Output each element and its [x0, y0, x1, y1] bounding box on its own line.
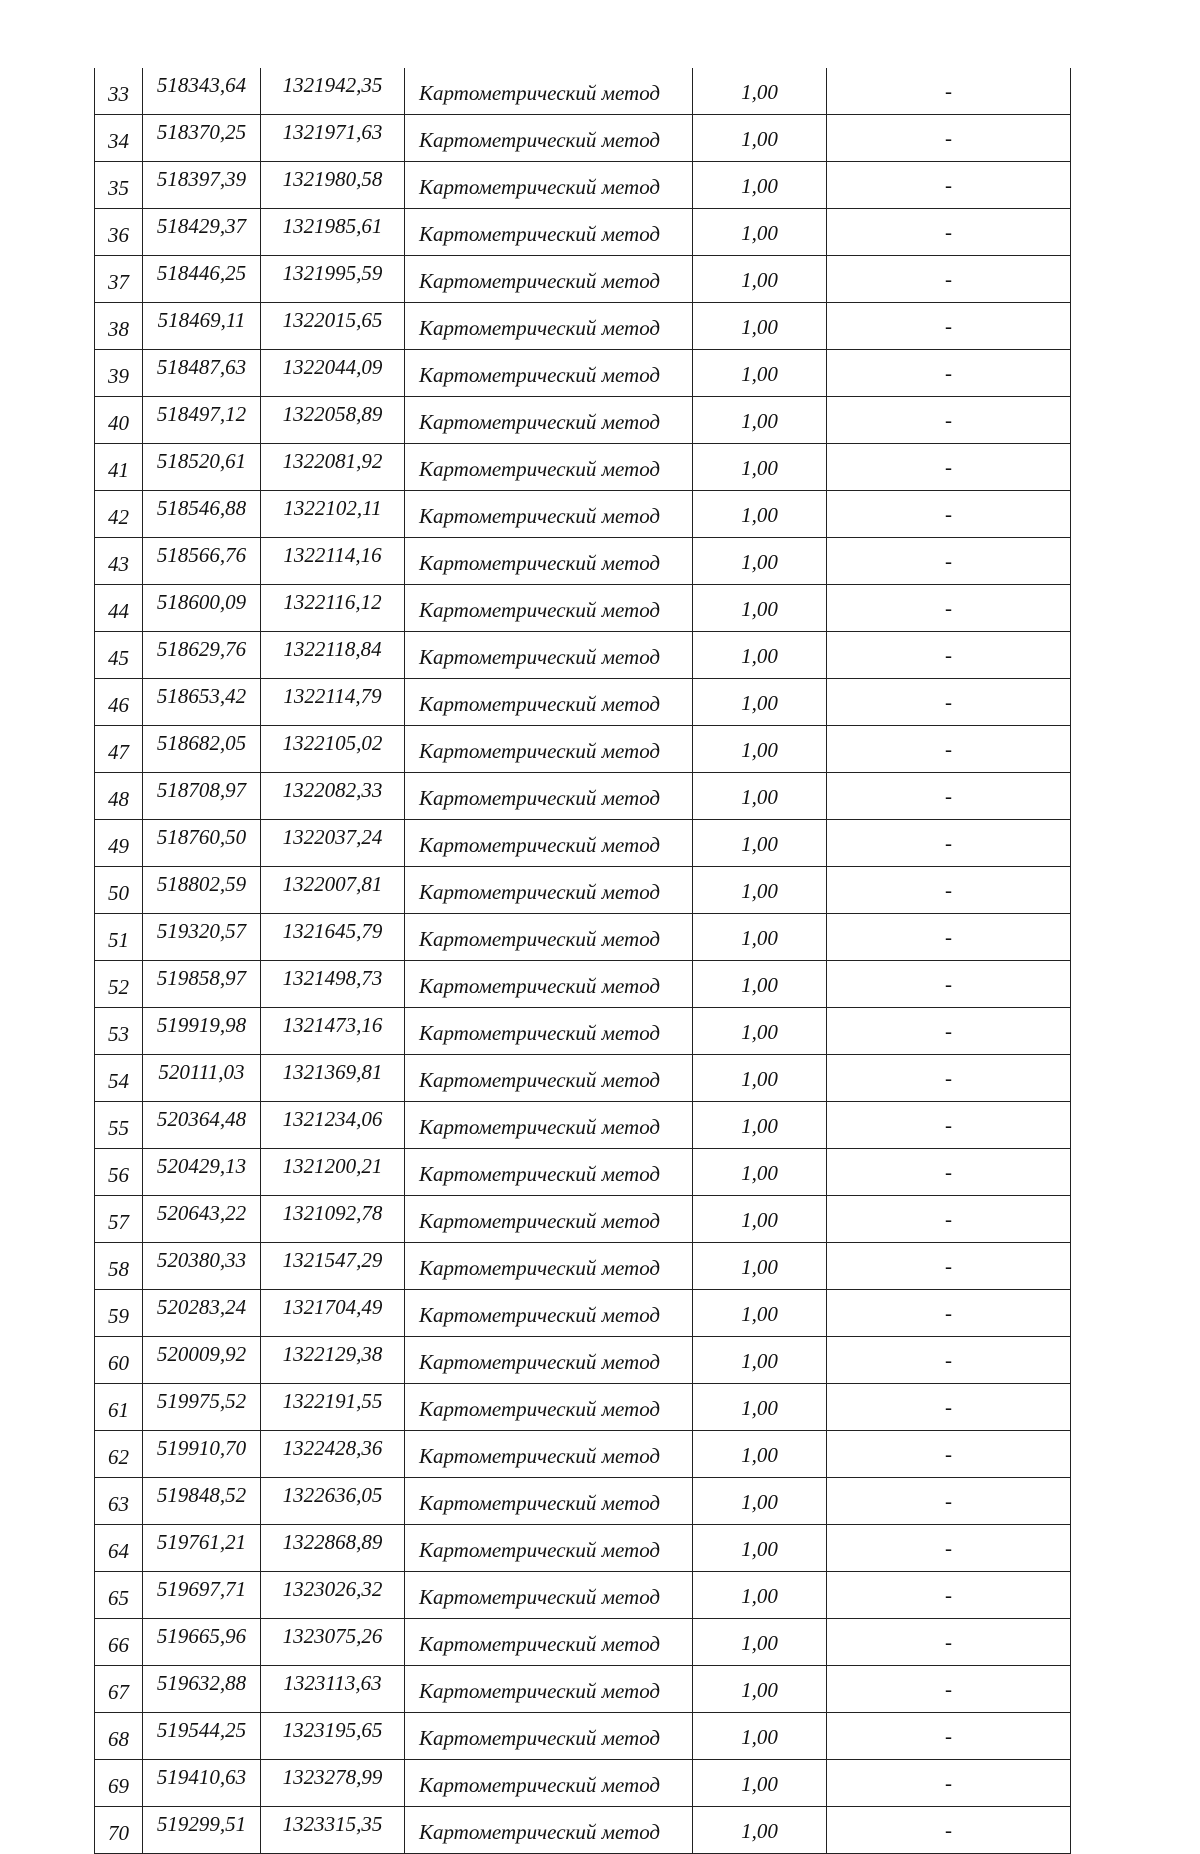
table-row — [95, 209, 1071, 256]
description-cell: - — [827, 914, 1071, 961]
table-row — [95, 632, 1071, 679]
y-coordinate-cell: 1322044,09 — [261, 350, 405, 397]
method-cell: Картометрический метод — [405, 867, 693, 914]
table-row — [95, 303, 1071, 350]
y-coordinate-cell: 1322058,89 — [261, 397, 405, 444]
x-coordinate-cell: 519299,51 — [143, 1807, 261, 1854]
method-cell: Картометрический метод — [405, 1008, 693, 1055]
table-row — [95, 679, 1071, 726]
description-cell: - — [827, 1807, 1071, 1854]
method-cell: Картометрический метод — [405, 679, 693, 726]
method-cell: Картометрический метод — [405, 1572, 693, 1619]
accuracy-cell: 1,00 — [693, 820, 827, 867]
accuracy-cell: 1,00 — [693, 1102, 827, 1149]
x-coordinate-cell: 519761,21 — [143, 1525, 261, 1572]
x-coordinate-cell: 518566,76 — [143, 538, 261, 585]
x-coordinate-cell: 519410,63 — [143, 1760, 261, 1807]
y-coordinate-cell: 1321645,79 — [261, 914, 405, 961]
description-cell: - — [827, 1666, 1071, 1713]
method-cell: Картометрический метод — [405, 303, 693, 350]
accuracy-cell: 1,00 — [693, 1713, 827, 1760]
point-number-cell: 50 — [95, 867, 143, 914]
y-coordinate-cell: 1323195,65 — [261, 1713, 405, 1760]
accuracy-cell: 1,00 — [693, 1525, 827, 1572]
description-cell: - — [827, 867, 1071, 914]
accuracy-cell: 1,00 — [693, 679, 827, 726]
x-coordinate-cell: 519910,70 — [143, 1431, 261, 1478]
accuracy-cell: 1,00 — [693, 538, 827, 585]
point-number-cell: 42 — [95, 491, 143, 538]
point-number-cell: 52 — [95, 961, 143, 1008]
table-row — [95, 1760, 1071, 1807]
accuracy-cell: 1,00 — [693, 1431, 827, 1478]
accuracy-cell: 1,00 — [693, 961, 827, 1008]
method-cell: Картометрический метод — [405, 209, 693, 256]
accuracy-cell: 1,00 — [693, 256, 827, 303]
description-cell: - — [827, 162, 1071, 209]
method-cell: Картометрический метод — [405, 632, 693, 679]
point-number-cell: 55 — [95, 1102, 143, 1149]
x-coordinate-cell: 519858,97 — [143, 961, 261, 1008]
method-cell: Картометрический метод — [405, 1619, 693, 1666]
x-coordinate-cell: 519665,96 — [143, 1619, 261, 1666]
table-row — [95, 867, 1071, 914]
x-coordinate-cell: 518487,63 — [143, 350, 261, 397]
x-coordinate-cell: 519544,25 — [143, 1713, 261, 1760]
y-coordinate-cell: 1322015,65 — [261, 303, 405, 350]
point-number-cell: 62 — [95, 1431, 143, 1478]
method-cell: Картометрический метод — [405, 1243, 693, 1290]
y-coordinate-cell: 1321200,21 — [261, 1149, 405, 1196]
accuracy-cell: 1,00 — [693, 209, 827, 256]
point-number-cell: 64 — [95, 1525, 143, 1572]
table-row — [95, 256, 1071, 303]
description-cell: - — [827, 632, 1071, 679]
accuracy-cell: 1,00 — [693, 867, 827, 914]
description-cell: - — [827, 303, 1071, 350]
x-coordinate-cell: 518802,59 — [143, 867, 261, 914]
point-number-cell: 68 — [95, 1713, 143, 1760]
y-coordinate-cell: 1322116,12 — [261, 585, 405, 632]
y-coordinate-cell: 1323075,26 — [261, 1619, 405, 1666]
table-row — [95, 820, 1071, 867]
method-cell: Картометрический метод — [405, 491, 693, 538]
coordinates-table-body — [95, 68, 1071, 1854]
point-number-cell: 40 — [95, 397, 143, 444]
point-number-cell: 67 — [95, 1666, 143, 1713]
y-coordinate-cell: 1321995,59 — [261, 256, 405, 303]
point-number-cell: 57 — [95, 1196, 143, 1243]
table-row — [95, 350, 1071, 397]
x-coordinate-cell: 518370,25 — [143, 115, 261, 162]
table-row — [95, 1008, 1071, 1055]
x-coordinate-cell: 518343,64 — [143, 68, 261, 115]
y-coordinate-cell: 1321980,58 — [261, 162, 405, 209]
description-cell: - — [827, 1619, 1071, 1666]
table-row — [95, 1337, 1071, 1384]
description-cell: - — [827, 820, 1071, 867]
accuracy-cell: 1,00 — [693, 68, 827, 115]
description-cell: - — [827, 1102, 1071, 1149]
x-coordinate-cell: 519919,98 — [143, 1008, 261, 1055]
table-row — [95, 1525, 1071, 1572]
x-coordinate-cell: 518397,39 — [143, 162, 261, 209]
y-coordinate-cell: 1322082,33 — [261, 773, 405, 820]
description-cell: - — [827, 1384, 1071, 1431]
description-cell: - — [827, 1431, 1071, 1478]
y-coordinate-cell: 1322105,02 — [261, 726, 405, 773]
table-row — [95, 162, 1071, 209]
accuracy-cell: 1,00 — [693, 632, 827, 679]
description-cell: - — [827, 585, 1071, 632]
accuracy-cell: 1,00 — [693, 585, 827, 632]
accuracy-cell: 1,00 — [693, 773, 827, 820]
method-cell: Картометрический метод — [405, 1478, 693, 1525]
x-coordinate-cell: 520364,48 — [143, 1102, 261, 1149]
x-coordinate-cell: 520009,92 — [143, 1337, 261, 1384]
accuracy-cell: 1,00 — [693, 1384, 827, 1431]
description-cell: - — [827, 961, 1071, 1008]
accuracy-cell: 1,00 — [693, 350, 827, 397]
method-cell: Картометрический метод — [405, 162, 693, 209]
point-number-cell: 47 — [95, 726, 143, 773]
description-cell: - — [827, 1055, 1071, 1102]
point-number-cell: 39 — [95, 350, 143, 397]
y-coordinate-cell: 1322102,11 — [261, 491, 405, 538]
method-cell: Картометрический метод — [405, 914, 693, 961]
x-coordinate-cell: 518446,25 — [143, 256, 261, 303]
description-cell: - — [827, 1243, 1071, 1290]
method-cell: Картометрический метод — [405, 1525, 693, 1572]
method-cell: Картометрический метод — [405, 1290, 693, 1337]
y-coordinate-cell: 1322081,92 — [261, 444, 405, 491]
point-number-cell: 69 — [95, 1760, 143, 1807]
point-number-cell: 49 — [95, 820, 143, 867]
x-coordinate-cell: 519975,52 — [143, 1384, 261, 1431]
y-coordinate-cell: 1322129,38 — [261, 1337, 405, 1384]
description-cell: - — [827, 350, 1071, 397]
description-cell: - — [827, 1290, 1071, 1337]
description-cell: - — [827, 256, 1071, 303]
y-coordinate-cell: 1322191,55 — [261, 1384, 405, 1431]
point-number-cell: 60 — [95, 1337, 143, 1384]
description-cell: - — [827, 538, 1071, 585]
method-cell: Картометрический метод — [405, 350, 693, 397]
method-cell: Картометрический метод — [405, 726, 693, 773]
table-row — [95, 538, 1071, 585]
point-number-cell: 48 — [95, 773, 143, 820]
y-coordinate-cell: 1322114,79 — [261, 679, 405, 726]
accuracy-cell: 1,00 — [693, 491, 827, 538]
y-coordinate-cell: 1323026,32 — [261, 1572, 405, 1619]
method-cell: Картометрический метод — [405, 1713, 693, 1760]
accuracy-cell: 1,00 — [693, 1478, 827, 1525]
point-number-cell: 44 — [95, 585, 143, 632]
table-row — [95, 444, 1071, 491]
description-cell: - — [827, 397, 1071, 444]
accuracy-cell: 1,00 — [693, 1243, 827, 1290]
y-coordinate-cell: 1321704,49 — [261, 1290, 405, 1337]
y-coordinate-cell: 1322118,84 — [261, 632, 405, 679]
point-number-cell: 37 — [95, 256, 143, 303]
description-cell: - — [827, 726, 1071, 773]
table-row — [95, 1102, 1071, 1149]
description-cell: - — [827, 1760, 1071, 1807]
x-coordinate-cell: 518520,61 — [143, 444, 261, 491]
accuracy-cell: 1,00 — [693, 1572, 827, 1619]
method-cell: Картометрический метод — [405, 1196, 693, 1243]
point-number-cell: 51 — [95, 914, 143, 961]
point-number-cell: 56 — [95, 1149, 143, 1196]
table-row — [95, 115, 1071, 162]
accuracy-cell: 1,00 — [693, 162, 827, 209]
point-number-cell: 33 — [95, 68, 143, 115]
accuracy-cell: 1,00 — [693, 444, 827, 491]
table-row — [95, 397, 1071, 444]
x-coordinate-cell: 518429,37 — [143, 209, 261, 256]
table-row — [95, 1243, 1071, 1290]
x-coordinate-cell: 518629,76 — [143, 632, 261, 679]
method-cell: Картометрический метод — [405, 1431, 693, 1478]
x-coordinate-cell: 519697,71 — [143, 1572, 261, 1619]
accuracy-cell: 1,00 — [693, 1290, 827, 1337]
x-coordinate-cell: 518469,11 — [143, 303, 261, 350]
y-coordinate-cell: 1322007,81 — [261, 867, 405, 914]
method-cell: Картометрический метод — [405, 538, 693, 585]
point-number-cell: 41 — [95, 444, 143, 491]
point-number-cell: 46 — [95, 679, 143, 726]
y-coordinate-cell: 1323113,63 — [261, 1666, 405, 1713]
method-cell: Картометрический метод — [405, 585, 693, 632]
y-coordinate-cell: 1321092,78 — [261, 1196, 405, 1243]
point-number-cell: 59 — [95, 1290, 143, 1337]
accuracy-cell: 1,00 — [693, 397, 827, 444]
accuracy-cell: 1,00 — [693, 1196, 827, 1243]
point-number-cell: 58 — [95, 1243, 143, 1290]
method-cell: Картометрический метод — [405, 256, 693, 303]
point-number-cell: 34 — [95, 115, 143, 162]
method-cell: Картометрический метод — [405, 1807, 693, 1854]
y-coordinate-cell: 1321547,29 — [261, 1243, 405, 1290]
accuracy-cell: 1,00 — [693, 115, 827, 162]
point-number-cell: 65 — [95, 1572, 143, 1619]
description-cell: - — [827, 1196, 1071, 1243]
table-row — [95, 585, 1071, 632]
accuracy-cell: 1,00 — [693, 726, 827, 773]
table-row — [95, 1666, 1071, 1713]
table-row — [95, 68, 1071, 115]
point-number-cell: 35 — [95, 162, 143, 209]
y-coordinate-cell: 1321971,63 — [261, 115, 405, 162]
x-coordinate-cell: 518682,05 — [143, 726, 261, 773]
x-coordinate-cell: 520429,13 — [143, 1149, 261, 1196]
method-cell: Картометрический метод — [405, 397, 693, 444]
x-coordinate-cell: 518653,42 — [143, 679, 261, 726]
description-cell: - — [827, 1572, 1071, 1619]
method-cell: Картометрический метод — [405, 115, 693, 162]
point-number-cell: 36 — [95, 209, 143, 256]
y-coordinate-cell: 1321473,16 — [261, 1008, 405, 1055]
x-coordinate-cell: 518708,97 — [143, 773, 261, 820]
y-coordinate-cell: 1321985,61 — [261, 209, 405, 256]
y-coordinate-cell: 1321234,06 — [261, 1102, 405, 1149]
description-cell: - — [827, 773, 1071, 820]
description-cell: - — [827, 1525, 1071, 1572]
table-row — [95, 1149, 1071, 1196]
table-row — [95, 1807, 1071, 1854]
table-row — [95, 1055, 1071, 1102]
description-cell: - — [827, 679, 1071, 726]
description-cell: - — [827, 1713, 1071, 1760]
accuracy-cell: 1,00 — [693, 303, 827, 350]
point-number-cell: 54 — [95, 1055, 143, 1102]
method-cell: Картометрический метод — [405, 773, 693, 820]
description-cell: - — [827, 1008, 1071, 1055]
point-number-cell: 53 — [95, 1008, 143, 1055]
accuracy-cell: 1,00 — [693, 1619, 827, 1666]
x-coordinate-cell: 520643,22 — [143, 1196, 261, 1243]
y-coordinate-cell: 1322868,89 — [261, 1525, 405, 1572]
x-coordinate-cell: 520283,24 — [143, 1290, 261, 1337]
method-cell: Картометрический метод — [405, 1384, 693, 1431]
method-cell: Картометрический метод — [405, 444, 693, 491]
description-cell: - — [827, 444, 1071, 491]
point-number-cell: 70 — [95, 1807, 143, 1854]
accuracy-cell: 1,00 — [693, 1337, 827, 1384]
method-cell: Картометрический метод — [405, 1102, 693, 1149]
y-coordinate-cell: 1321369,81 — [261, 1055, 405, 1102]
method-cell: Картометрический метод — [405, 1666, 693, 1713]
y-coordinate-cell: 1322428,36 — [261, 1431, 405, 1478]
coordinates-table — [94, 68, 1071, 1854]
x-coordinate-cell: 519632,88 — [143, 1666, 261, 1713]
accuracy-cell: 1,00 — [693, 1666, 827, 1713]
method-cell: Картометрический метод — [405, 1149, 693, 1196]
description-cell: - — [827, 1149, 1071, 1196]
x-coordinate-cell: 518497,12 — [143, 397, 261, 444]
table-row — [95, 726, 1071, 773]
point-number-cell: 61 — [95, 1384, 143, 1431]
method-cell: Картометрический метод — [405, 1760, 693, 1807]
method-cell: Картометрический метод — [405, 1337, 693, 1384]
accuracy-cell: 1,00 — [693, 1008, 827, 1055]
table-row — [95, 1478, 1071, 1525]
table-row — [95, 1431, 1071, 1478]
y-coordinate-cell: 1321942,35 — [261, 68, 405, 115]
point-number-cell: 45 — [95, 632, 143, 679]
x-coordinate-cell: 519320,57 — [143, 914, 261, 961]
description-cell: - — [827, 115, 1071, 162]
description-cell: - — [827, 209, 1071, 256]
description-cell: - — [827, 68, 1071, 115]
table-row — [95, 961, 1071, 1008]
description-cell: - — [827, 491, 1071, 538]
table-row — [95, 1384, 1071, 1431]
point-number-cell: 38 — [95, 303, 143, 350]
point-number-cell: 43 — [95, 538, 143, 585]
x-coordinate-cell: 518760,50 — [143, 820, 261, 867]
point-number-cell: 66 — [95, 1619, 143, 1666]
y-coordinate-cell: 1323315,35 — [261, 1807, 405, 1854]
table-row — [95, 1196, 1071, 1243]
accuracy-cell: 1,00 — [693, 914, 827, 961]
y-coordinate-cell: 1323278,99 — [261, 1760, 405, 1807]
y-coordinate-cell: 1322636,05 — [261, 1478, 405, 1525]
y-coordinate-cell: 1322037,24 — [261, 820, 405, 867]
y-coordinate-cell: 1321498,73 — [261, 961, 405, 1008]
description-cell: - — [827, 1478, 1071, 1525]
table-row — [95, 1290, 1071, 1337]
accuracy-cell: 1,00 — [693, 1760, 827, 1807]
method-cell: Картометрический метод — [405, 820, 693, 867]
method-cell: Картометрический метод — [405, 961, 693, 1008]
method-cell: Картометрический метод — [405, 1055, 693, 1102]
x-coordinate-cell: 518546,88 — [143, 491, 261, 538]
accuracy-cell: 1,00 — [693, 1055, 827, 1102]
point-number-cell: 63 — [95, 1478, 143, 1525]
y-coordinate-cell: 1322114,16 — [261, 538, 405, 585]
x-coordinate-cell: 520380,33 — [143, 1243, 261, 1290]
accuracy-cell: 1,00 — [693, 1807, 827, 1854]
description-cell: - — [827, 1337, 1071, 1384]
table-row — [95, 1572, 1071, 1619]
table-row — [95, 1619, 1071, 1666]
table-row — [95, 773, 1071, 820]
x-coordinate-cell: 519848,52 — [143, 1478, 261, 1525]
table-row — [95, 491, 1071, 538]
x-coordinate-cell: 518600,09 — [143, 585, 261, 632]
x-coordinate-cell: 520111,03 — [143, 1055, 261, 1102]
table-row — [95, 1713, 1071, 1760]
table-row — [95, 914, 1071, 961]
method-cell: Картометрический метод — [405, 68, 693, 115]
accuracy-cell: 1,00 — [693, 1149, 827, 1196]
